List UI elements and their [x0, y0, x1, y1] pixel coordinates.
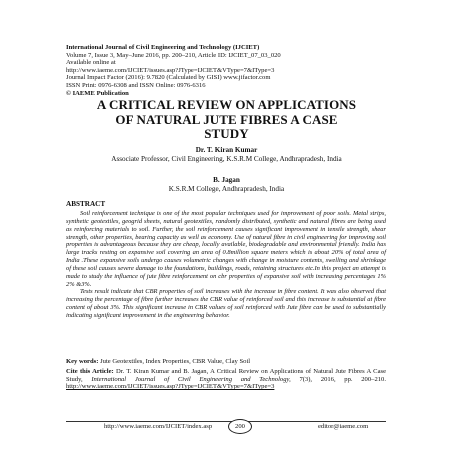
journal-header	[66, 44, 396, 97]
author-affiliation: K.S.R.M College, Andhrapradesh, India	[168, 184, 285, 193]
journal-name: International Journal of Civil Engineering and Technology (IJCIET)	[66, 44, 260, 51]
abstract-body	[66, 210, 386, 320]
impact-factor-line: Journal Impact Factor (2016): 9.7820 (Calculated by GISI) www.jifactor.com	[66, 74, 271, 82]
title-line: A CRITICAL REVIEW ON APPLICATIONS	[96, 97, 357, 112]
abstract-paragraph: Tests result indicate that CBR properties of soil increases with the increase in fibre content. It was also observed that increasing the percentage of fibre further increases the CBR value of reinforced soil and this increase is substantial at fibre content of about 3%. This significant increase in CBR values of soil reinforced with Jute fibre can be used to substantially indicating significant improvement in the engineering behavior.	[66, 288, 386, 319]
footer-email[interactable]: editor@iaeme.com	[318, 423, 369, 430]
citation-pages: 7(3), 2016, pp. 200–210.	[299, 375, 386, 383]
volume-line: Volume 7, Issue 3, May–June 2016, pp. 200–210, Article ID: IJCIET_07_03_020	[66, 51, 281, 59]
keywords-label: Key words:	[66, 358, 99, 365]
footer-url[interactable]: http://www.iaeme.com/IJCIET/index.asp	[104, 423, 213, 430]
keywords-text: Jute Geotextiles, Index Properties, CBR Value, Clay Soil	[100, 358, 251, 365]
author-affiliation: Associate Professor, Civil Engineering, K.S.R.M College, Andhrapradesh, India	[111, 154, 342, 163]
abstract-paragraph: Soil reinforcement technique is one of the most popular techniques used for improvement of poor soils. Metal strips, synthetic geotextiles, geogrid sheets, natural geotextiles, randomly distributed, synthetic and natural fibres are being used as reinforcing materials to soil. Further, the soil reinforcement causes significant improvement in tensile strength, shear strength, other properties, bearing capacity as well as economy. Use of natural fibre in civil engineering for improving soil properties is advantageous because they are cheap, locally available, biodegradable and environmental friendly. India has large tracks resting on expansive soil covering an area of 0.8million square meters which is about 20% of total area of India .These expansive soils undergo causes volumetric changes with change in moisture contents, swelling and shrinkage of these soil causes severe damage to the foundations, buildings, roads, retaining structures etc.In this project an attempt is made to study the influence of jute fibre reinforcement on cbr properties of expansive soil with increasing percentages 1% 2% &3%.	[66, 210, 386, 288]
citation	[66, 368, 386, 391]
abstract-heading: ABSTRACT	[66, 200, 106, 208]
keywords	[66, 358, 386, 366]
issn-line: ISSN Print: 0976-6308 and ISSN Online: 0976-6316	[66, 81, 206, 89]
available-online-line: Available online at	[66, 59, 116, 67]
title-line: OF NATURAL JUTE FIBRES A CASE	[115, 111, 338, 127]
author-block-2	[50, 176, 403, 193]
title-line: STUDY	[204, 126, 249, 141]
citation-text: Dr. T. Kiran Kumar and B. Jagan, A Critical Review on Applications of Natural Jute Fibres A Case Study,	[66, 368, 387, 383]
author-name: B. Jagan	[213, 176, 240, 184]
page-number: 200	[228, 419, 252, 434]
citation-url[interactable]: http://www.iaeme.com/IJCIET/issues.asp?JType=IJCIET&VType=7&IType=3	[66, 383, 275, 391]
author-name: Dr. T. Kiran Kumar	[195, 146, 258, 154]
paper-title	[50, 98, 403, 142]
citation-label: Cite this Article:	[66, 368, 114, 375]
author-block-1	[50, 146, 403, 163]
citation-venue: International Journal of Civil Engineering and Technology,	[91, 375, 291, 383]
footer-divider	[66, 421, 386, 422]
journal-issue-url[interactable]: http://www.iaeme.com/IJCIET/issues.asp?JType=IJCIET&VType=7&IType=3	[66, 66, 275, 74]
publisher-line: © IAEME Publication	[66, 89, 129, 97]
